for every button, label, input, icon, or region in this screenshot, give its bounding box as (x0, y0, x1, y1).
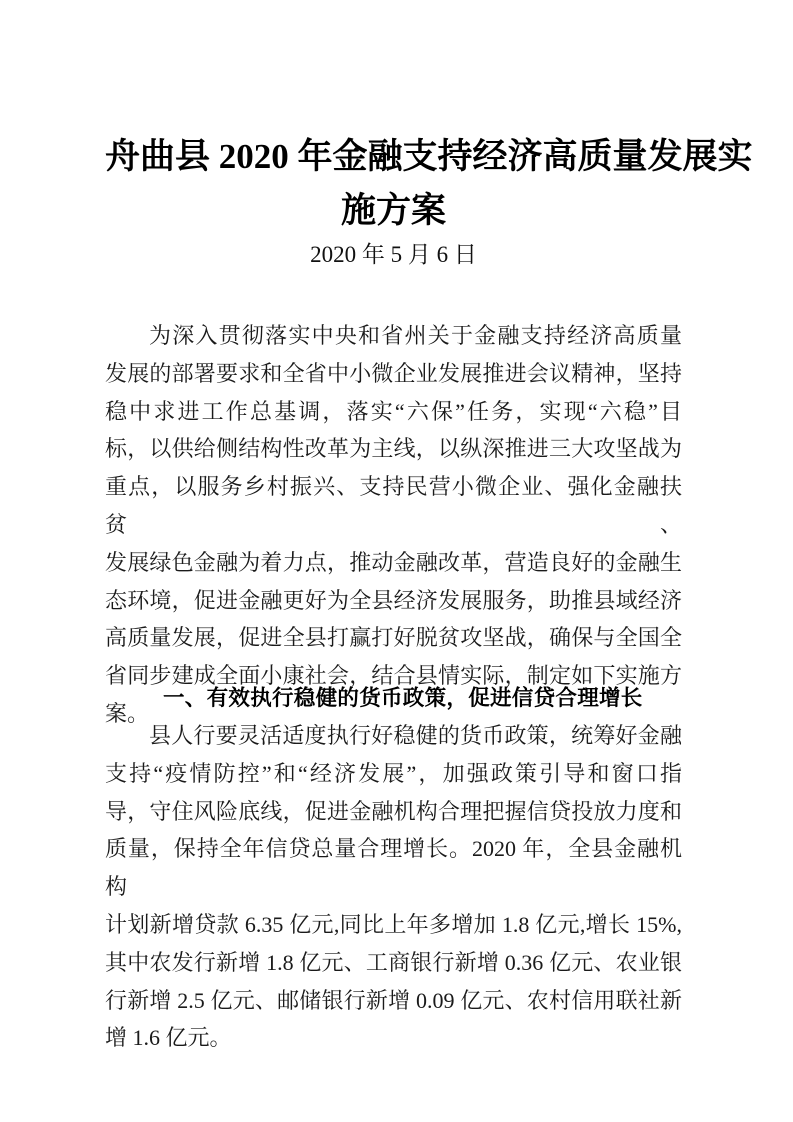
text-line: 施方案 (340, 191, 446, 230)
text-line: 质量，保持全年信贷总量合理增长。2020 年，全县金融机构 (105, 836, 682, 900)
text-line: 省同步建成全面小康社会，结合县情实际，制定如下实施方 (105, 663, 682, 689)
text-line: 高质量发展，促进全县打赢打好脱贫攻坚战，确保与全国全 (105, 625, 682, 651)
document-date: 2020 年 5 月 6 日 (310, 242, 477, 267)
text-line: 标，以供给侧结构性改革为主线，以纵深推进三大攻坚战为 (105, 436, 682, 462)
text-line: 稳中求进工作总基调，落实“六保”任务，实现“六稳”目 (105, 398, 682, 424)
text-line: 计划新增贷款 6.35 亿元,同比上年多增加 1.8 亿元,增长 15%, (105, 911, 682, 937)
text-line: 案。 (105, 700, 150, 726)
text-line: 行新增 2.5 亿元、邮储银行新增 0.09 亿元、农村信用联社新 (105, 987, 682, 1013)
text-line: 舟曲县 2020 年金融支持经济高质量发展实 (105, 137, 753, 176)
text-line: 重点，以服务乡村振兴、支持民营小微企业、强化金融扶贫、 (105, 474, 682, 537)
text-line: 为深入贯彻落实中央和省州关于金融支持经济高质量 (149, 323, 682, 348)
text-line: 县人行要灵活适度执行好稳健的货币政策，统筹好金融 (149, 723, 682, 748)
text-line: 其中农发行新增 1.8 亿元、工商银行新增 0.36 亿元、农业银 (105, 949, 682, 975)
text-line: 发展的部署要求和全省中小微企业发展推进会议精神，坚持 (105, 360, 682, 386)
text-line: 增 1.6 亿元。 (105, 1025, 232, 1051)
text-line: 发展绿色金融为着力点，推动金融改革，营造良好的金融生 (105, 549, 682, 575)
intro-paragraph (105, 317, 682, 733)
text-line: 态环境，促进金融更好为全县经济发展服务，助推县域经济 (105, 587, 682, 613)
text-line: 支持“疫情防控”和“经济发展”，加强政策引导和窗口指 (105, 760, 682, 786)
section-1-paragraph (105, 717, 682, 1057)
section-heading: 一、有效执行稳健的货币政策，促进信贷合理增长 (163, 686, 643, 710)
text-line: 导，守住风险底线，促进金融机构合理把握信贷投放力度和 (105, 798, 682, 824)
document-title (105, 130, 753, 238)
